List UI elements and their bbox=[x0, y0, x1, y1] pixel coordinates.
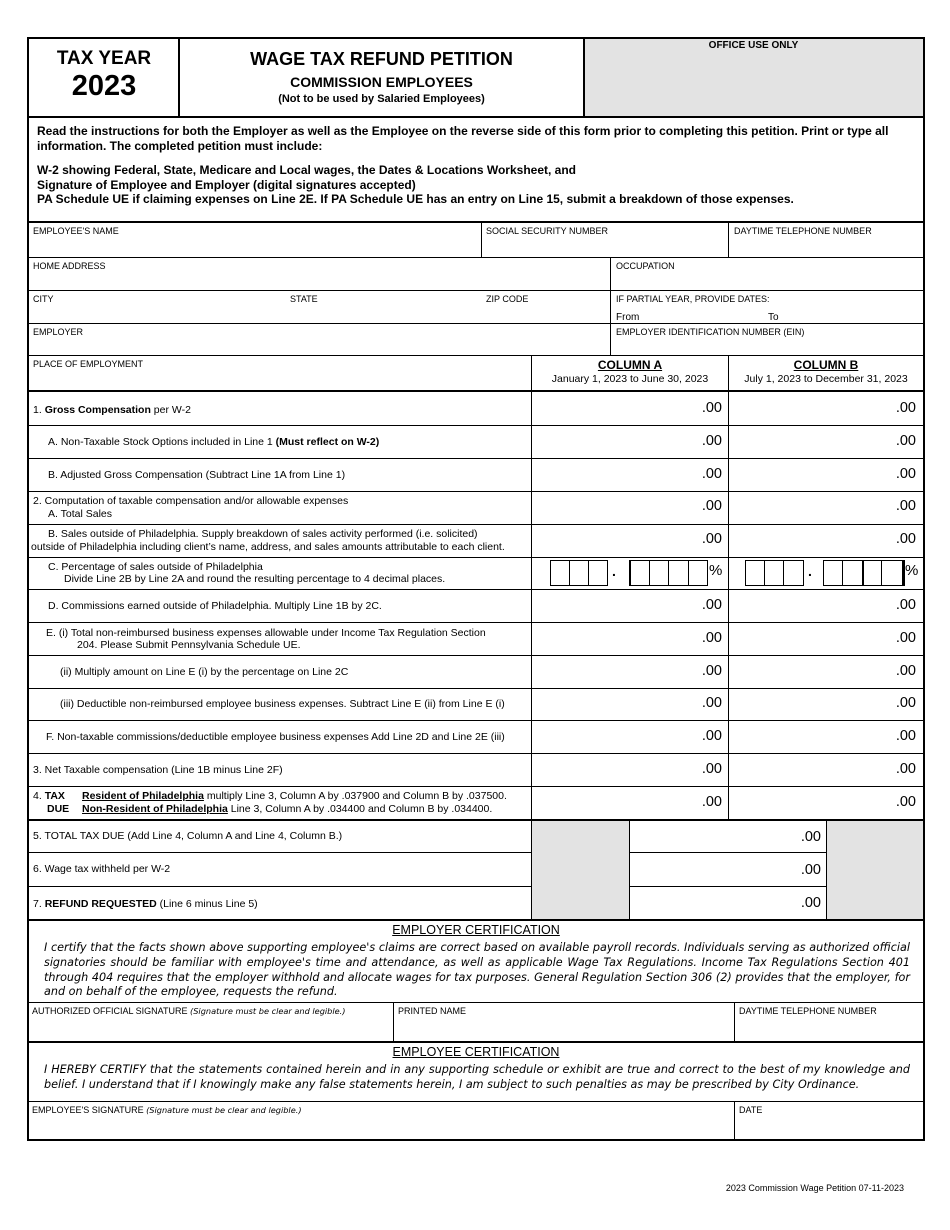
partial-year-dates bbox=[611, 291, 923, 323]
daytime-phone-label: DAYTIME TELEPHONE NUMBER bbox=[734, 226, 872, 236]
line-2a-label: A. Total Sales bbox=[48, 508, 113, 520]
employee-certification-title: EMPLOYEE CERTIFICATION bbox=[392, 1045, 560, 1059]
date-field[interactable] bbox=[735, 1102, 923, 1139]
line-3-col-b[interactable]: .00 bbox=[895, 761, 916, 777]
column-a-range: January 1, 2023 to June 30, 2023 bbox=[551, 373, 709, 385]
line-2c-col-a-decimal[interactable] bbox=[629, 560, 708, 586]
city-label: CITY bbox=[33, 294, 54, 304]
line-4-col-b[interactable]: .00 bbox=[895, 794, 916, 810]
employer-daytime-phone-field[interactable] bbox=[735, 1003, 923, 1041]
home-address-label: HOME ADDRESS bbox=[33, 261, 106, 271]
line-2eii-col-a[interactable]: .00 bbox=[701, 663, 722, 679]
line-7-refund-requested[interactable]: .00 bbox=[800, 895, 821, 911]
shaded-area bbox=[532, 821, 629, 919]
shaded-area bbox=[827, 821, 923, 919]
printed-name-field[interactable] bbox=[394, 1003, 734, 1041]
instructions-intro: Read the instructions for both the Employer as well as the Employee on the reverse side of this form prior to completing this petition. Print or type all information. The completed petition must include: bbox=[37, 124, 889, 153]
ssn-label: SOCIAL SECURITY NUMBER bbox=[486, 226, 609, 236]
line-3-label: 3. Net Taxable compensation (Line 1B minus Line 2F) bbox=[33, 764, 283, 776]
line-3-col-a[interactable]: .00 bbox=[701, 761, 722, 777]
divider bbox=[27, 458, 925, 459]
employer-phone-label: DAYTIME TELEPHONE NUMBER bbox=[739, 1006, 877, 1016]
divider bbox=[27, 753, 925, 754]
ein-field[interactable] bbox=[611, 324, 923, 355]
line-2f-label: F. Non-taxable commissions/deductible employee business expenses Add Line 2D and Line 2E (iii) bbox=[46, 731, 505, 743]
instructions-item: Signature of Employee and Employer (digital signatures accepted) bbox=[37, 178, 416, 192]
column-b-title: COLUMN B bbox=[793, 358, 859, 372]
line-1a-col-b[interactable]: .00 bbox=[895, 433, 916, 449]
line-2c-col-a-whole[interactable] bbox=[550, 560, 608, 586]
employee-signature-field[interactable] bbox=[28, 1102, 734, 1139]
line-5-total-tax-due[interactable]: .00 bbox=[800, 829, 821, 845]
place-of-employment-field[interactable] bbox=[28, 356, 531, 390]
line-2c-col-b-decimal[interactable] bbox=[823, 560, 903, 586]
tax-year-label: TAX YEAR bbox=[56, 48, 152, 69]
divider bbox=[629, 886, 827, 887]
office-use-label: OFFICE USE ONLY bbox=[708, 40, 799, 51]
divider bbox=[27, 720, 925, 721]
divider bbox=[27, 688, 925, 689]
divider bbox=[27, 390, 925, 392]
divider bbox=[27, 852, 532, 853]
divider bbox=[27, 524, 925, 525]
divider bbox=[27, 589, 925, 590]
line-2ei-label-cont: 204. Please Submit Pennsylvania Schedule UE. bbox=[77, 639, 301, 651]
line-2eii-col-b[interactable]: .00 bbox=[895, 663, 916, 679]
line-1-label: 1. Gross Compensation per W-2 bbox=[33, 404, 191, 416]
partial-year-label: IF PARTIAL YEAR, PROVIDE DATES: bbox=[616, 294, 770, 304]
line-2eii-label: (ii) Multiply amount on Line E (i) by the percentage on Line 2C bbox=[60, 666, 349, 678]
line-2ei-col-b[interactable]: .00 bbox=[895, 630, 916, 646]
employer-certification-text: I certify that the facts shown above supporting employee's claims are correct based on available payroll records. Individuals serving as authorized official signatories should be familiar with employee's time and attendance, as well as applicable Wage Tax Regulations. Income Tax Regulations Section 401 through 404 requires that the employer withhold and allocate wages for tax purposes. General Regulation Section 306 (2) provides that the employer, for and on behalf of the employee, requests the refund. bbox=[44, 941, 910, 999]
employee-name-label: EMPLOYEE'S NAME bbox=[33, 226, 119, 236]
printed-name-label: PRINTED NAME bbox=[398, 1006, 467, 1016]
line-2d-col-b[interactable]: .00 bbox=[895, 597, 916, 613]
instructions-item: PA Schedule UE if claiming expenses on Line 2E. If PA Schedule UE has an entry on Line 15, submit a breakdown of those expenses. bbox=[37, 192, 794, 206]
divider bbox=[27, 786, 925, 787]
line-2-label: 2. Computation of taxable compensation and/or allowable expenses bbox=[33, 495, 349, 507]
line-4-resident: Resident of Philadelphia multiply Line 3, Column A by .037900 and Column B by .037500. bbox=[82, 790, 507, 802]
date-label: DATE bbox=[739, 1105, 763, 1115]
divider bbox=[27, 491, 925, 492]
tax-year: 2023 bbox=[71, 70, 137, 102]
form-revision-footer: 2023 Commission Wage Petition 07-11-2023 bbox=[725, 1183, 904, 1193]
line-7-label: 7. REFUND REQUESTED (Line 6 minus Line 5) bbox=[33, 898, 258, 910]
line-2eiii-label: (iii) Deductible non-reimbursed employee business expenses. Subtract Line E (ii) from Line E (i) bbox=[60, 698, 505, 710]
ssn-field[interactable] bbox=[482, 223, 728, 257]
line-2c-label-cont: Divide Line 2B by Line 2A and round the resulting percentage to 4 decimal places. bbox=[64, 573, 446, 585]
zip-code-label: ZIP CODE bbox=[486, 294, 529, 304]
line-2eiii-col-b[interactable]: .00 bbox=[895, 695, 916, 711]
divider bbox=[27, 819, 925, 821]
line-2ei-col-a[interactable]: .00 bbox=[701, 630, 722, 646]
line-1a-col-a[interactable]: .00 bbox=[701, 433, 722, 449]
employee-signature-label: EMPLOYEE'S SIGNATURE (Signature must be clear and legible.) bbox=[32, 1105, 302, 1115]
employee-certification-text: I HEREBY CERTIFY that the statements contained herein and in any supporting schedule or exhibit are true and correct to the best of my knowledge and belief. I understand that if I knowingly make any false statements herein, I am subject to such penalties as may be prescribed by City Ordinance. bbox=[44, 1063, 910, 1091]
divider bbox=[27, 655, 925, 656]
occupation-field[interactable] bbox=[611, 258, 923, 290]
line-5-label: 5. TOTAL TAX DUE (Add Line 4, Column A and Line 4, Column B.) bbox=[33, 830, 343, 842]
form-title: WAGE TAX REFUND PETITION bbox=[250, 49, 513, 69]
from-date-field[interactable]: From bbox=[616, 312, 640, 323]
line-1b-label: B. Adjusted Gross Compensation (Subtract Line 1A from Line 1) bbox=[48, 469, 346, 481]
state-label: STATE bbox=[290, 294, 318, 304]
authorized-official-signature-field[interactable] bbox=[28, 1003, 393, 1041]
line-2f-col-a[interactable]: .00 bbox=[701, 728, 722, 744]
line-2c-label: C. Percentage of sales outside of Philadelphia bbox=[48, 561, 263, 573]
line-6-wage-tax-withheld[interactable]: .00 bbox=[800, 862, 821, 878]
employer-label: EMPLOYER bbox=[33, 327, 84, 337]
divider bbox=[629, 852, 827, 853]
line-2a-col-a[interactable]: .00 bbox=[701, 498, 722, 514]
place-of-employment-label: PLACE OF EMPLOYMENT bbox=[33, 359, 144, 369]
employer-field[interactable] bbox=[28, 324, 610, 355]
decimal-point: . bbox=[612, 563, 616, 579]
line-4-label-due: DUE bbox=[47, 803, 70, 815]
city-field[interactable] bbox=[28, 291, 288, 323]
line-4-label: 4. TAX bbox=[33, 790, 65, 802]
to-date-field[interactable]: To bbox=[768, 312, 779, 323]
percent-sign: % bbox=[709, 562, 723, 579]
occupation-label: OCCUPATION bbox=[616, 261, 675, 271]
line-2c-col-b-whole[interactable] bbox=[745, 560, 804, 586]
line-1b-col-a[interactable]: .00 bbox=[701, 466, 722, 482]
line-2b-col-a[interactable]: .00 bbox=[701, 531, 722, 547]
line-2b-label-cont: outside of Philadelphia including client’s name, address, and sales amounts attributable to each client. bbox=[31, 541, 505, 553]
form-subtitle: COMMISSION EMPLOYEES bbox=[290, 74, 473, 90]
line-4-nonresident: Non-Resident of Philadelphia Line 3, Column A by .034400 and Column B by .034400. bbox=[82, 803, 493, 815]
percent-sign: % bbox=[905, 562, 919, 579]
line-1b-col-b[interactable]: .00 bbox=[895, 466, 916, 482]
line-2d-col-a[interactable]: .00 bbox=[701, 597, 722, 613]
divider bbox=[27, 919, 925, 921]
column-b-range: July 1, 2023 to December 31, 2023 bbox=[744, 373, 908, 385]
divider bbox=[27, 886, 532, 887]
divider bbox=[27, 557, 925, 558]
line-1a-label: A. Non-Taxable Stock Options included in Line 1 (Must reflect on W-2) bbox=[48, 436, 380, 448]
daytime-phone-field[interactable] bbox=[729, 223, 923, 257]
divider bbox=[826, 820, 827, 920]
line-2ei-label: E. (i) Total non-reimbursed business expenses allowable under Income Tax Regulation Section bbox=[46, 627, 486, 639]
divider bbox=[27, 1041, 925, 1043]
line-2b-label: B. Sales outside of Philadelphia. Supply breakdown of sales activity performed (i.e. solicited) bbox=[48, 528, 478, 540]
divider bbox=[27, 425, 925, 426]
line-2a-col-b[interactable]: .00 bbox=[895, 498, 916, 514]
line-6-label: 6. Wage tax withheld per W-2 bbox=[33, 863, 171, 875]
divider bbox=[531, 820, 532, 920]
zip-code-field[interactable] bbox=[482, 291, 610, 323]
state-field[interactable] bbox=[288, 291, 482, 323]
authorized-signature-label: AUTHORIZED OFFICIAL SIGNATURE (Signature must be clear and legible.) bbox=[32, 1006, 346, 1016]
ein-label: EMPLOYER IDENTIFICATION NUMBER (EIN) bbox=[616, 327, 805, 337]
form-note: (Not to be used by Salaried Employees) bbox=[278, 93, 485, 105]
line-2eiii-col-a[interactable]: .00 bbox=[701, 695, 722, 711]
line-2f-col-b[interactable]: .00 bbox=[895, 728, 916, 744]
employer-certification-title: EMPLOYER CERTIFICATION bbox=[392, 923, 560, 937]
home-address-field[interactable] bbox=[28, 258, 610, 290]
decimal-point: . bbox=[808, 563, 812, 579]
line-4-col-a[interactable]: .00 bbox=[701, 794, 722, 810]
divider bbox=[27, 116, 925, 118]
employee-name-field[interactable] bbox=[28, 223, 481, 257]
column-a-title: COLUMN A bbox=[597, 358, 663, 372]
instructions-item: W-2 showing Federal, State, Medicare and Local wages, the Dates & Locations Worksheet, and bbox=[37, 163, 576, 177]
line-2b-col-b[interactable]: .00 bbox=[895, 531, 916, 547]
line-2d-label: D. Commissions earned outside of Philadelphia. Multiply Line 1B by 2C. bbox=[48, 600, 382, 612]
line-1-col-a[interactable]: .00 bbox=[701, 400, 722, 416]
divider bbox=[27, 622, 925, 623]
line-1-col-b[interactable]: .00 bbox=[895, 400, 916, 416]
